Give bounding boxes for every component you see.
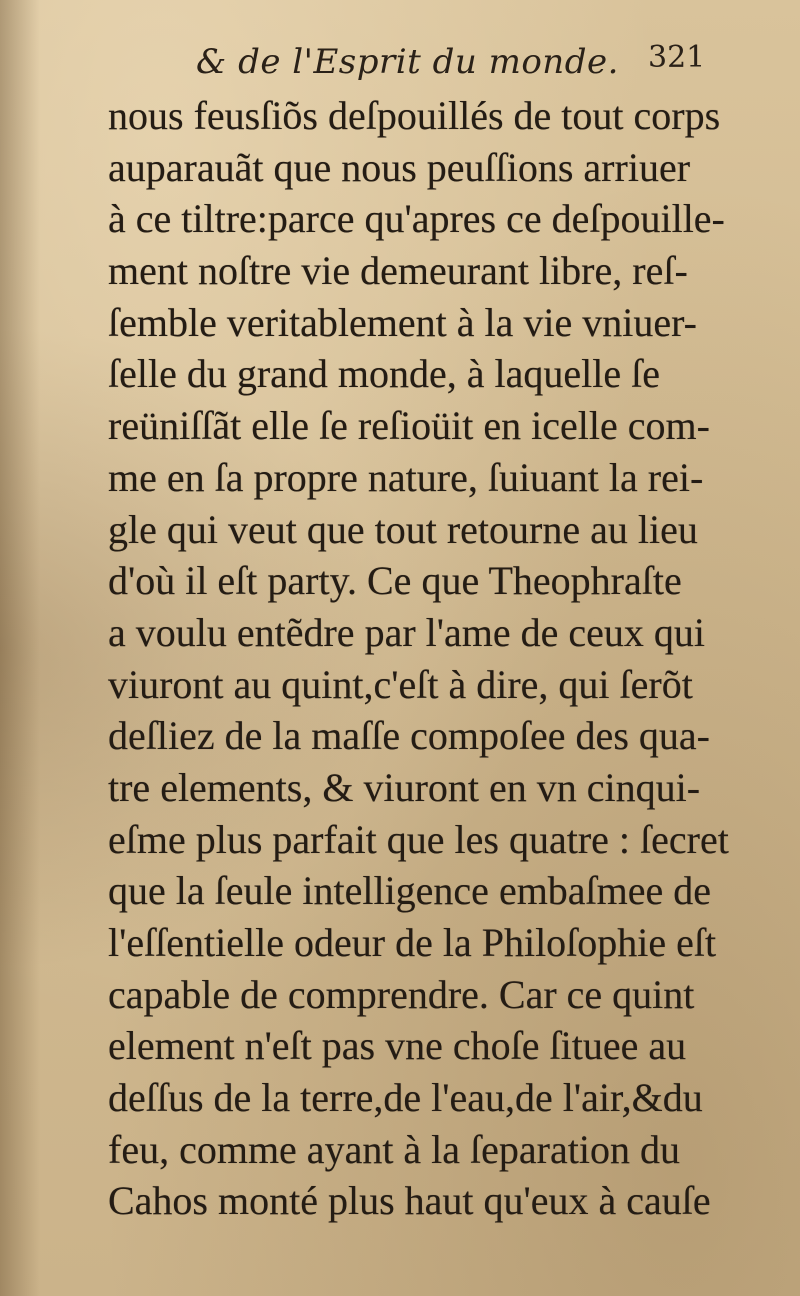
- text-line: ſelle du grand monde, à laquelle ſe: [108, 351, 661, 397]
- page-number: 321: [648, 40, 706, 75]
- text-line: ſemble veritablement à la vie vniuer-: [108, 299, 697, 345]
- text-line: l'eſſentielle odeur de la Philoſophie eſt: [108, 920, 717, 965]
- text-line: Cahos monté plus haut qu'eux à cauſe: [108, 1178, 711, 1224]
- text-line: viuront au quint,c'eſt à dire, qui ſerõt: [108, 661, 693, 707]
- text-line: ment noſtre vie demeurant libre, reſ-: [108, 248, 688, 294]
- text-line: a voulu entẽdre par l'ame de ceux qui: [108, 609, 705, 655]
- text-line: d'où il eſt party. Ce que Theophraſte: [108, 558, 682, 604]
- text-line: tre elements, & viuront en vn cinqui-: [108, 764, 701, 810]
- gutter-shadow: [0, 0, 40, 1296]
- text-line: que la ſeule intelligence embaſmee de: [108, 868, 712, 914]
- text-line: deſſus de la terre,de l'eau,de l'air,&du: [108, 1075, 703, 1121]
- text-line: deſliez de la maſſe compoſee des qua-: [108, 713, 710, 759]
- text-line: gle qui veut que tout retourne au lieu: [108, 506, 698, 552]
- text-line: reüniſſãt elle ſe reſioüit en icelle com-: [108, 403, 710, 449]
- body-text: [108, 90, 748, 1227]
- text-line: nous feusſiõs deſpouillés de tout corps: [108, 93, 721, 138]
- text-line: capable de comprendre. Car ce quint: [108, 971, 695, 1017]
- text-line: me en ſa propre nature, ſuiuant la rei-: [108, 454, 704, 500]
- running-head: & de l'Esprit du monde.: [196, 42, 619, 82]
- text-line: element n'eſt pas vne choſe ſituee au: [108, 1023, 687, 1069]
- text-line: à ce tiltre:parce qu'apres ce deſpouille-: [108, 196, 725, 242]
- text-line: feu, comme ayant à la ſeparation du: [108, 1126, 680, 1172]
- text-line: auparauãt que nous peuſſions arriuer: [108, 144, 691, 190]
- text-line: eſme plus parfait que les quatre : ſecret: [108, 816, 729, 862]
